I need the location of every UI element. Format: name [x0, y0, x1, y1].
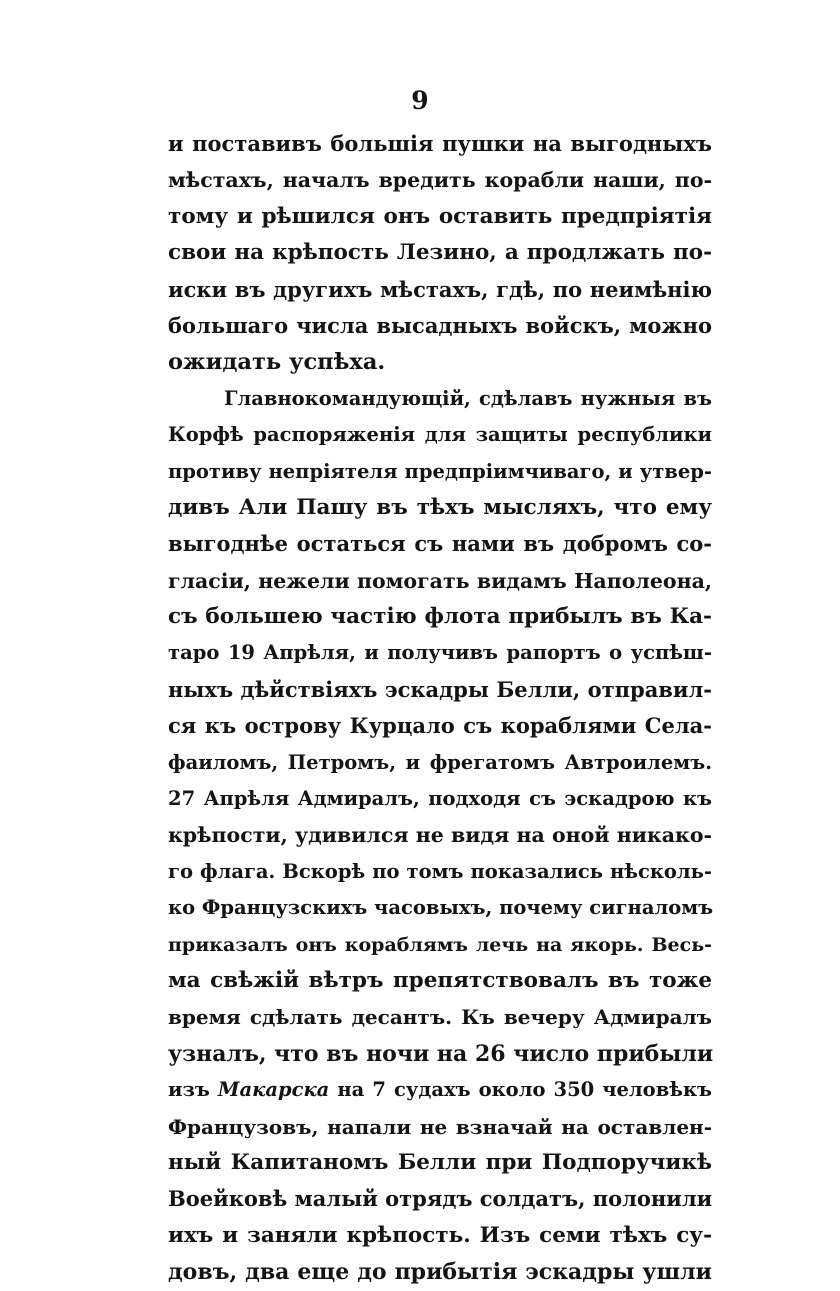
text-line: ма свѣжій вѣтръ препятствовалъ въ тоже — [168, 967, 712, 993]
text-line: довъ, два еще до прибытія эскадры ушли — [168, 1259, 712, 1286]
text-line: фаиломъ, Петромъ, и фрегатомъ Автроилемъ. — [168, 750, 712, 774]
text-line: и поставивъ большія пушки на выгодныхъ — [168, 131, 712, 156]
text-line: иски въ другихъ мѣстахъ, гдѣ, по неимѣнію — [168, 276, 712, 302]
text-line — [168, 1072, 712, 1108]
text-line: ко Французскихъ часовыхъ, почему сигналомъ — [168, 896, 714, 920]
paragraph — [168, 381, 712, 1291]
text-line: противу непріятеля предпріимчиваго, и утвер- — [168, 459, 712, 483]
text-line: Корфѣ распоряженія для защиты республики — [168, 423, 712, 447]
text-line: мѣстахъ, началъ вредить корабли наши, по- — [168, 168, 712, 193]
text-line: большаго числа высадныхъ войскъ, можно — [168, 312, 712, 338]
text-line: съ большею частію флота прибылъ въ Ка- — [168, 604, 712, 630]
text-line: ожидать успѣха. — [168, 349, 386, 376]
text-line: гласіи, нежели помогать видамъ Наполеона, — [168, 568, 712, 593]
text-line: свои на крѣпость Лезино, а продлжать по- — [168, 240, 712, 266]
text-line: узналъ, что въ ночи на 26 число прибыли — [168, 1040, 714, 1067]
text-line: Французовъ, напали не взначай на оставлен- — [168, 1114, 712, 1139]
paragraph — [168, 126, 712, 381]
text-line: Воейковѣ малый отрядъ солдатъ, полонили — [168, 1186, 713, 1212]
text-line: Главнокомандующій, сдѣлавъ нужныя въ — [224, 386, 712, 410]
text-line: таро 19 Апрѣля, и получивъ рапортъ о успѣш- — [168, 641, 712, 665]
text-segment: изъ — [168, 1078, 218, 1102]
text-line: ихъ и заняли крѣпость. Изъ семи тѣхъ су- — [168, 1222, 712, 1248]
text-line: 27 Апрѣля Адмиралъ, подходя съ эскадрою къ — [168, 787, 712, 811]
text-line: ныхъ дѣйствіяхъ эскадры Белли, отправил- — [168, 676, 712, 702]
text-line: дивъ Али Пашу въ тѣхъ мысляхъ, что ему — [168, 494, 712, 520]
text-line: го флага. Вскорѣ по томъ показались нѣсколь- — [168, 859, 712, 883]
text-line: ся къ острову Курцало съ кораблями Села- — [168, 713, 712, 739]
italic-place-name: Макарска — [217, 1078, 330, 1102]
text-line: время сдѣлать десантъ. Къ вечеру Адмиралъ — [168, 1005, 712, 1030]
body-text — [168, 126, 712, 1291]
text-line: выгоднѣе остаться съ нами въ добромъ со- — [168, 531, 712, 557]
text-line: ный Капитаномъ Белли при Подпоручикѣ — [168, 1149, 712, 1175]
text-line: тому и рѣшился онъ оставить предпріятія — [168, 203, 712, 229]
page-number: 9 — [411, 86, 429, 115]
text-line: приказалъ онъ кораблямъ лечь на якорь. Весь- — [168, 933, 712, 956]
text-segment: на 7 судахъ около 350 человѣкъ — [329, 1078, 712, 1102]
text-line: крѣпости, удивился не видя на оной никако- — [168, 823, 712, 848]
